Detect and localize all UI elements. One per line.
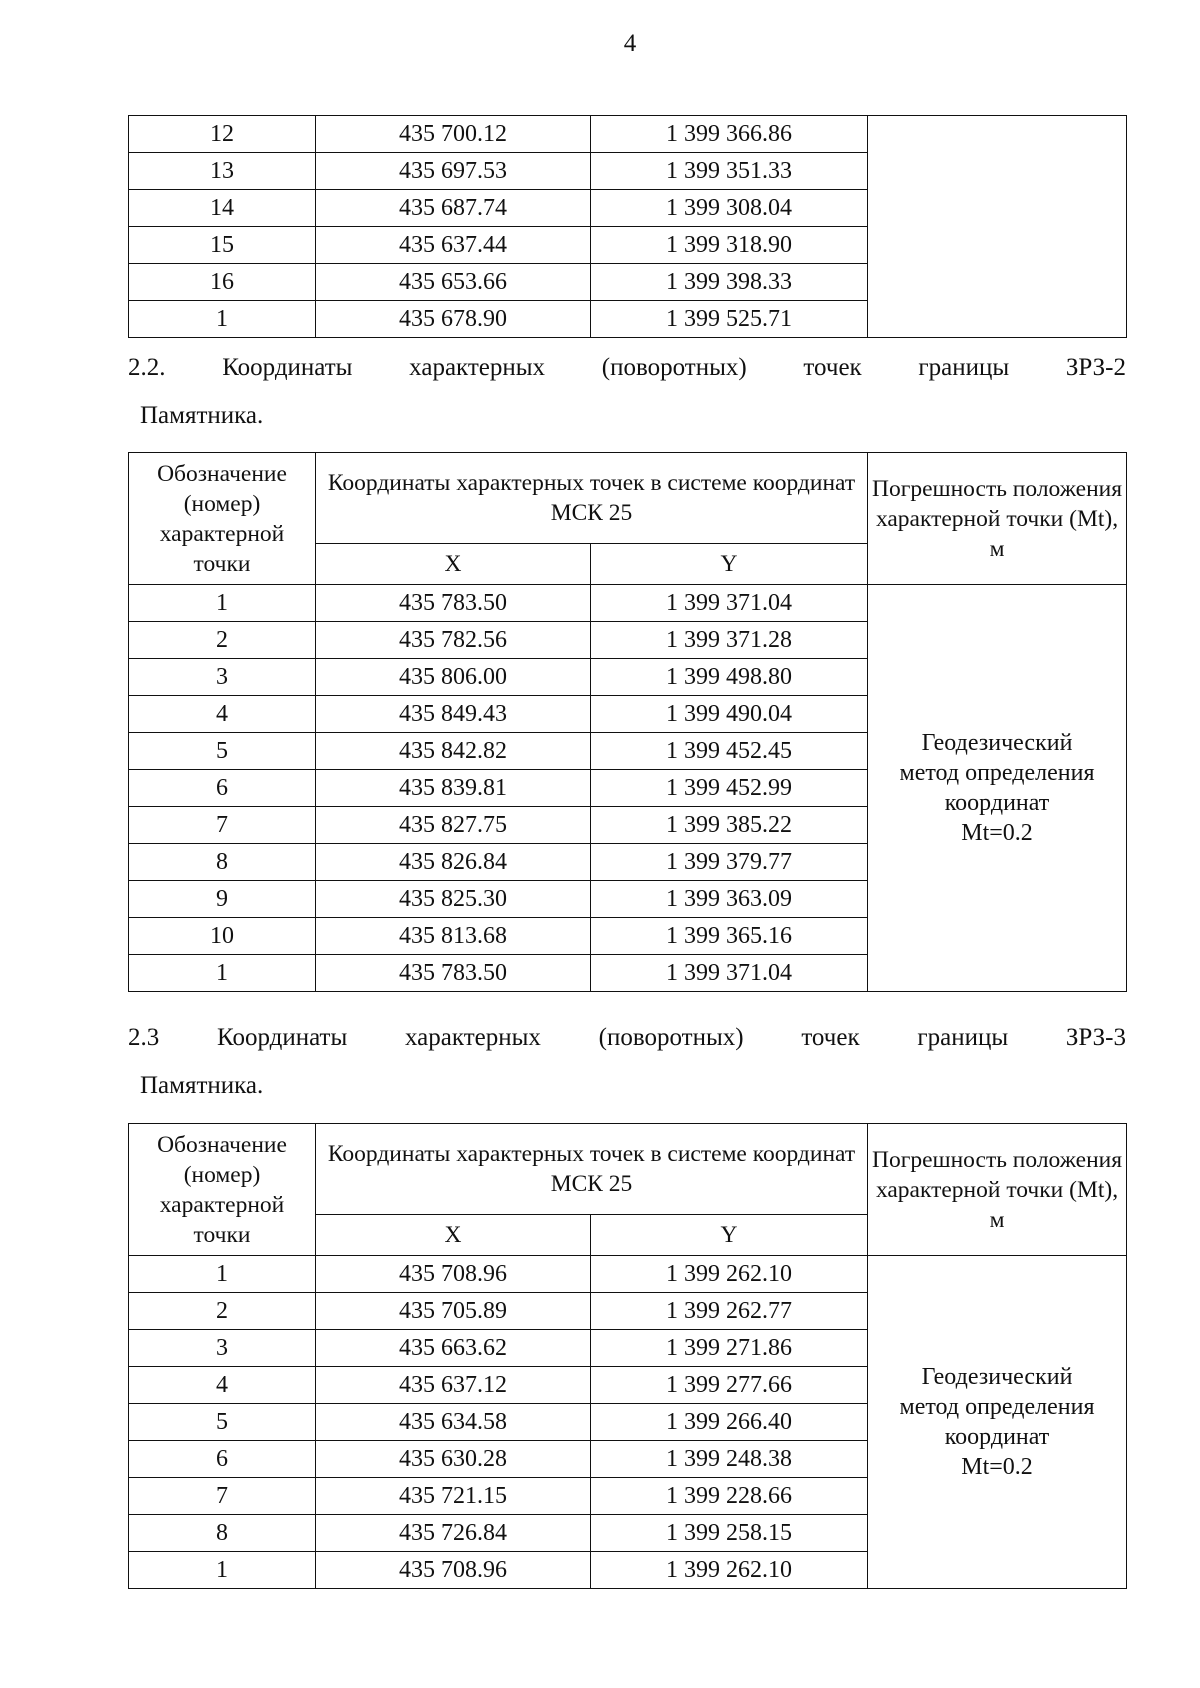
point-number: 3: [129, 1330, 316, 1367]
table-row: [129, 116, 1127, 153]
x-coordinate: 435 842.82: [316, 733, 591, 770]
section-heading-2-2: 2.2. Координаты характерных (поворотных) точек границы ЗРЗ-2: [128, 354, 1126, 381]
point-number: 4: [129, 1367, 316, 1404]
header-coords: Координаты характерных точек в системе координат МСК 25: [316, 1124, 868, 1215]
y-coordinate: 1 399 262.10: [591, 1256, 868, 1293]
point-number: 6: [129, 1441, 316, 1478]
y-coordinate: 1 399 525.71: [591, 301, 868, 338]
x-coordinate: 435 705.89: [316, 1293, 591, 1330]
point-number: 8: [129, 1515, 316, 1552]
header-coords: Координаты характерных точек в системе координат МСК 25: [316, 453, 868, 544]
x-coordinate: 435 826.84: [316, 844, 591, 881]
x-coordinate: 435 653.66: [316, 264, 591, 301]
y-coordinate: 1 399 371.04: [591, 955, 868, 992]
y-coordinate: 1 399 371.04: [591, 585, 868, 622]
header-x: X: [316, 544, 591, 585]
y-coordinate: 1 399 308.04: [591, 190, 868, 227]
y-coordinate: 1 399 366.86: [591, 116, 868, 153]
y-coordinate: 1 399 371.28: [591, 622, 868, 659]
section-heading-2-3-cont: Памятника.: [140, 1072, 264, 1099]
point-number: 12: [129, 116, 316, 153]
header-error: Погрешность положения характерной точки (Mt), м: [868, 453, 1127, 585]
x-coordinate: 435 630.28: [316, 1441, 591, 1478]
page-number: 4: [623, 30, 637, 57]
y-coordinate: 1 399 379.77: [591, 844, 868, 881]
y-coordinate: 1 399 365.16: [591, 918, 868, 955]
y-coordinate: 1 399 385.22: [591, 807, 868, 844]
x-coordinate: 435 700.12: [316, 116, 591, 153]
point-number: 16: [129, 264, 316, 301]
point-number: 8: [129, 844, 316, 881]
table-row: [129, 1256, 1127, 1293]
x-coordinate: 435 687.74: [316, 190, 591, 227]
point-number: 6: [129, 770, 316, 807]
header-error: Погрешность положения характерной точки (Mt), м: [868, 1124, 1127, 1256]
table-zrz3: [128, 1123, 1127, 1589]
y-coordinate: 1 399 452.45: [591, 733, 868, 770]
method-cell: Геодезический метод определения координат Mt=0.2: [868, 1256, 1127, 1589]
point-number: 1: [129, 301, 316, 338]
header-y: Y: [591, 544, 868, 585]
point-number: 1: [129, 955, 316, 992]
table-row: [129, 585, 1127, 622]
point-number: 2: [129, 622, 316, 659]
y-coordinate: 1 399 351.33: [591, 153, 868, 190]
x-coordinate: 435 827.75: [316, 807, 591, 844]
x-coordinate: 435 825.30: [316, 881, 591, 918]
point-number: 3: [129, 659, 316, 696]
y-coordinate: 1 399 271.86: [591, 1330, 868, 1367]
y-coordinate: 1 399 277.66: [591, 1367, 868, 1404]
header-point: Обозначение (номер) характерной точки: [129, 453, 316, 585]
x-coordinate: 435 721.15: [316, 1478, 591, 1515]
y-coordinate: 1 399 262.77: [591, 1293, 868, 1330]
table-zrz1-continuation: [128, 115, 1127, 338]
y-coordinate: 1 399 266.40: [591, 1404, 868, 1441]
header-y: Y: [591, 1215, 868, 1256]
point-number: 7: [129, 1478, 316, 1515]
y-coordinate: 1 399 490.04: [591, 696, 868, 733]
y-coordinate: 1 399 248.38: [591, 1441, 868, 1478]
point-number: 2: [129, 1293, 316, 1330]
x-coordinate: 435 726.84: [316, 1515, 591, 1552]
x-coordinate: 435 708.96: [316, 1256, 591, 1293]
empty-cell: [868, 116, 1127, 338]
point-number: 1: [129, 1552, 316, 1589]
point-number: 14: [129, 190, 316, 227]
point-number: 15: [129, 227, 316, 264]
y-coordinate: 1 399 452.99: [591, 770, 868, 807]
point-number: 4: [129, 696, 316, 733]
table-zrz2: [128, 452, 1127, 992]
header-x: X: [316, 1215, 591, 1256]
x-coordinate: 435 634.58: [316, 1404, 591, 1441]
point-number: 5: [129, 733, 316, 770]
x-coordinate: 435 849.43: [316, 696, 591, 733]
x-coordinate: 435 813.68: [316, 918, 591, 955]
y-coordinate: 1 399 262.10: [591, 1552, 868, 1589]
x-coordinate: 435 697.53: [316, 153, 591, 190]
x-coordinate: 435 783.50: [316, 955, 591, 992]
y-coordinate: 1 399 228.66: [591, 1478, 868, 1515]
y-coordinate: 1 399 498.80: [591, 659, 868, 696]
y-coordinate: 1 399 398.33: [591, 264, 868, 301]
method-cell: Геодезический метод определения координат Mt=0.2: [868, 585, 1127, 992]
point-number: 13: [129, 153, 316, 190]
point-number: 7: [129, 807, 316, 844]
x-coordinate: 435 839.81: [316, 770, 591, 807]
y-coordinate: 1 399 318.90: [591, 227, 868, 264]
section-heading-2-3: 2.3 Координаты характерных (поворотных) точек границы ЗРЗ-3: [128, 1024, 1126, 1051]
point-number: 10: [129, 918, 316, 955]
section-heading-2-2-cont: Памятника.: [140, 402, 264, 429]
x-coordinate: 435 783.50: [316, 585, 591, 622]
header-point: Обозначение (номер) характерной точки: [129, 1124, 316, 1256]
x-coordinate: 435 782.56: [316, 622, 591, 659]
x-coordinate: 435 637.44: [316, 227, 591, 264]
x-coordinate: 435 678.90: [316, 301, 591, 338]
point-number: 1: [129, 1256, 316, 1293]
x-coordinate: 435 708.96: [316, 1552, 591, 1589]
x-coordinate: 435 806.00: [316, 659, 591, 696]
x-coordinate: 435 663.62: [316, 1330, 591, 1367]
y-coordinate: 1 399 363.09: [591, 881, 868, 918]
x-coordinate: 435 637.12: [316, 1367, 591, 1404]
point-number: 9: [129, 881, 316, 918]
y-coordinate: 1 399 258.15: [591, 1515, 868, 1552]
point-number: 1: [129, 585, 316, 622]
point-number: 5: [129, 1404, 316, 1441]
